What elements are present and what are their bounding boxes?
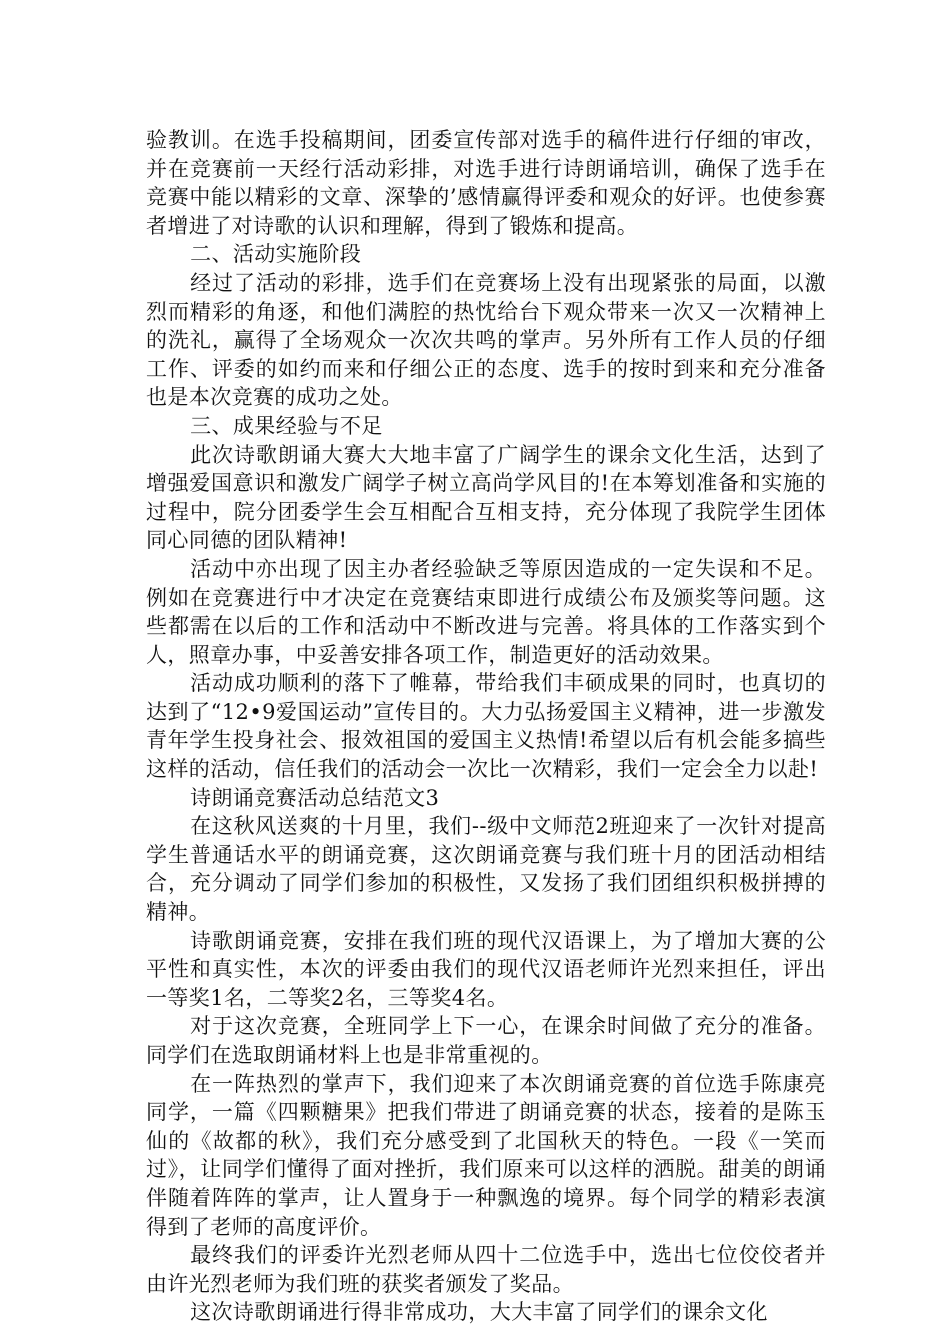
paragraph-lessons-learned: 验教训。在选手投稿期间，团委宣传部对选手的稿件进行仔细的审改，并在竞赛前一天经行活动彩排，对选手进行诗朗诵培训，确保了选手在竞赛中能以精彩的文章、深挚的’感情赢得评委和观众的好评。也使参赛者增进了对诗歌的认识和理解，得到了锻炼和提高。: [146, 128, 826, 238]
paragraph-awards: 最终我们的评委许光烈老师从四十二位选手中，选出七位佼佼者并由许光烈老师为我们班的获奖者颁发了奖品。: [146, 1243, 826, 1296]
paragraph-performances: 在一阵热烈的掌声下，我们迎来了本次朗诵竞赛的首位选手陈康亮同学，一篇《四颗糖果》把我们带进了朗诵竞赛的状态，接着的是陈玉仙的《故都的秋》，我们充分感受到了北国秋天的特色。一段《一笑而过》，让同学们懂得了面对挫折，我们原来可以这样的洒脱。甜美的朗诵伴随着阵阵的掌声，让人置身于一种飘逸的境界。每个同学的精彩表演得到了老师的高度评价。: [146, 1071, 826, 1239]
paragraph-summary: 这次诗歌朗诵进行得非常成功，大大丰富了同学们的课余文化: [190, 1300, 768, 1325]
paragraph-preparation: 对于这次竞赛，全班同学上下一心，在课余时间做了充分的准备。同学们在选取朗诵材料上也是非常重视的。: [146, 1014, 826, 1067]
paragraph-intro: 在这秋风送爽的十月里，我们--级中文师范2班迎来了一次针对提高学生普通话水平的朗诵竞赛，这次朗诵竞赛与我们班十月的团活动相结合，充分调动了同学们参加的积极性，又发扬了我们团组织积极拼搏的精神。: [146, 814, 826, 925]
paragraph-implementation: 经过了活动的彩排，选手们在竞赛场上没有出现紧张的局面，以激烈而精彩的角逐，和他们满腔的热忱给台下观众带来一次又一次精神上的洗礼，赢得了全场观众一次次共鸣的掌声。另外所有工作人员的仔细工作、评委的如约而来和仔细公正的态度、选手的按时到来和充分准备也是本次竞赛的成功之处。: [146, 270, 826, 410]
paragraph-results: 此次诗歌朗诵大赛大大地丰富了广阔学生的课余文化生活，达到了增强爱国意识和激发广阔学子树立高尚学风目的!在本筹划准备和实施的过程中，院分团委学生会互相配合互相支持，充分体现了我院学生团体同心同德的团队精神!: [146, 442, 826, 553]
paragraph-shortcomings: 活动中亦出现了因主办者经验缺乏等原因造成的一定失误和不足。例如在竞赛进行中才决定在竞赛结束即进行成绩公布及颁奖等问题。这些都需在以后的工作和活动中不断改进与完善。将具体的工作落实到个人，照章办事，中妥善安排各项工作，制造更好的活动效果。: [146, 556, 826, 667]
document-body: [146, 126, 826, 1327]
section-heading-implementation: 二、活动实施阶段: [190, 242, 362, 267]
article-title-sample-3: 诗朗诵竞赛活动总结范文3: [190, 785, 440, 810]
section-heading-results: 三、成果经验与不足: [190, 413, 383, 438]
paragraph-arrangement: 诗歌朗诵竞赛，安排在我们班的现代汉语课上，为了增加大赛的公平性和真实性，本次的评委由我们的现代汉语老师许光烈来担任，评出一等奖1名，二等奖2名，三等奖4名。: [146, 928, 826, 1010]
paragraph-conclusion: 活动成功顺利的落下了帷幕，带给我们丰硕成果的同时，也真切的达到了“12•9爱国运动”宣传目的。大力弘扬爱国主义精神，进一步激发青年学生投身社会、报效祖国的爱国主义热情!希望以后有机会能多搞些这样的活动，信任我们的活动会一次比一次精彩，我们一定会全力以赴!: [146, 671, 826, 782]
